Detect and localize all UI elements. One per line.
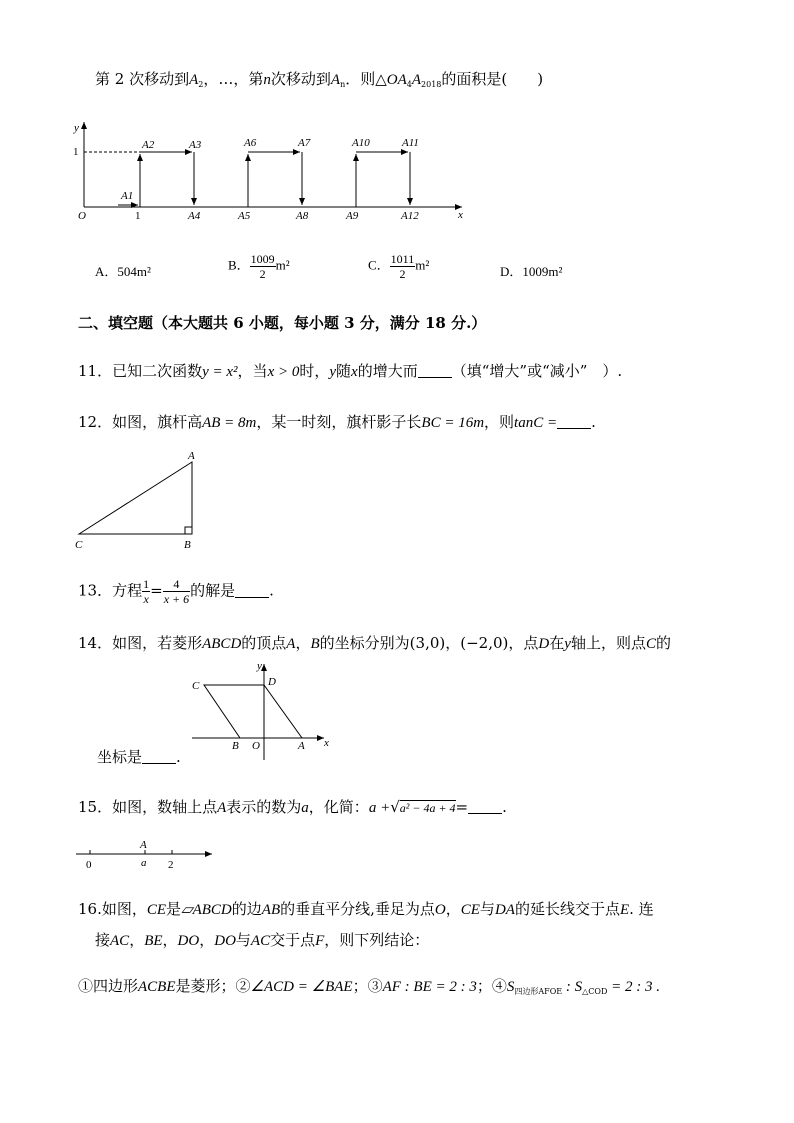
q10-point-label: A12 (401, 210, 419, 222)
q15: 15．如图，数轴上点A表示的数为a，化简：a +√a² − 4a + 4= . (78, 798, 507, 816)
q14-label-o: O (252, 740, 260, 752)
q16-line1: 16.如图，CE是▱ABCD的边AB的垂直平分线,垂足为点O，CE与DA的延长线交于点E. 连 (78, 900, 654, 918)
q10-y-one-label: 1 (73, 146, 79, 158)
q14-label-x: x (324, 737, 329, 749)
q11: 11．已知二次函数y = x²，当x > 0时，y随x的增大而 （填“增大”或“减小” ）. (78, 362, 623, 380)
q10-intro: 第 2 次移动到$A_2$，…，第n次移动到$A_n$．则$\triangle OA_4A_{2018}$的面积是( ) (95, 70, 544, 89)
q12: 12．如图，旗杆高AB = 8m，某一时刻，旗杆影子长BC = 16m，则tanC = . (78, 413, 596, 431)
q10-point-label: A2 (142, 139, 155, 151)
q10-point-label: A5 (238, 210, 251, 222)
q10-point-label: A10 (352, 137, 370, 149)
q10-option-b: B． $\frac{1009}{2}$ m² (228, 252, 290, 281)
q10-x-label: x (458, 209, 463, 221)
q10-y-label: y (74, 122, 79, 134)
q10-point-label: A7 (298, 137, 311, 149)
q10-origin-label: O (78, 210, 86, 222)
q15-label-two: 2 (168, 859, 174, 871)
q14-label-c: C (192, 680, 200, 692)
q12-label-b: B (184, 539, 191, 551)
q15-label-a-value: a (141, 857, 147, 869)
q14: 14．如图，若菱形ABCD的顶点A，B的坐标分别为(3,0)，(−2,0)，点D在y轴上，则点C的 (78, 634, 671, 652)
sqrt-sign: √ (390, 798, 400, 816)
q10-point-label: A9 (346, 210, 359, 222)
q16-conclusions: ①四边形ACBE是菱形；②∠ACD = ∠BAE；③AF : BE = 2 : 3；$④S_{四边形AFOE}$ : $S_{\triangle COD} = 2$ : 3 . (78, 977, 660, 996)
q14-label-b: B (232, 740, 239, 752)
q10-point-label: A11 (402, 137, 419, 149)
q10-option-d: D．1009m² (500, 264, 563, 279)
q16-line2: 接AC，BE，DO，DO与AC交于点F，则下列结论： (95, 931, 430, 949)
q10-x-one-label: 1 (135, 210, 141, 222)
q10-point-label: A8 (296, 210, 309, 222)
section2-title: 二、填空题（本大题共 6 小题，每小题 3 分，满分 18 分.） (78, 314, 487, 332)
q12-label-a: A (188, 450, 195, 462)
q14-label-y: y (257, 660, 262, 672)
q15-label-zero: 0 (86, 859, 92, 871)
q15-label-a-point: A (140, 839, 147, 851)
q10-point-label: A6 (244, 137, 257, 149)
q10-point-label: A4 (188, 210, 201, 222)
q10-point-label: A3 (189, 139, 202, 151)
q12-label-c: C (75, 539, 83, 551)
q13: 13．方程 $\frac{1}{x}$ = $\frac{4}{x + 6}$ 的解是 . (78, 577, 274, 606)
q14-line2: 坐标是 . (97, 748, 181, 766)
q10-option-a: A．504m² (95, 264, 151, 279)
q14-label-d: D (268, 676, 276, 688)
q10-option-c: C． $\frac{1011}{2}$ m² (368, 252, 430, 281)
q10-point-label: A1 (121, 190, 134, 202)
q14-label-a: A (298, 740, 305, 752)
